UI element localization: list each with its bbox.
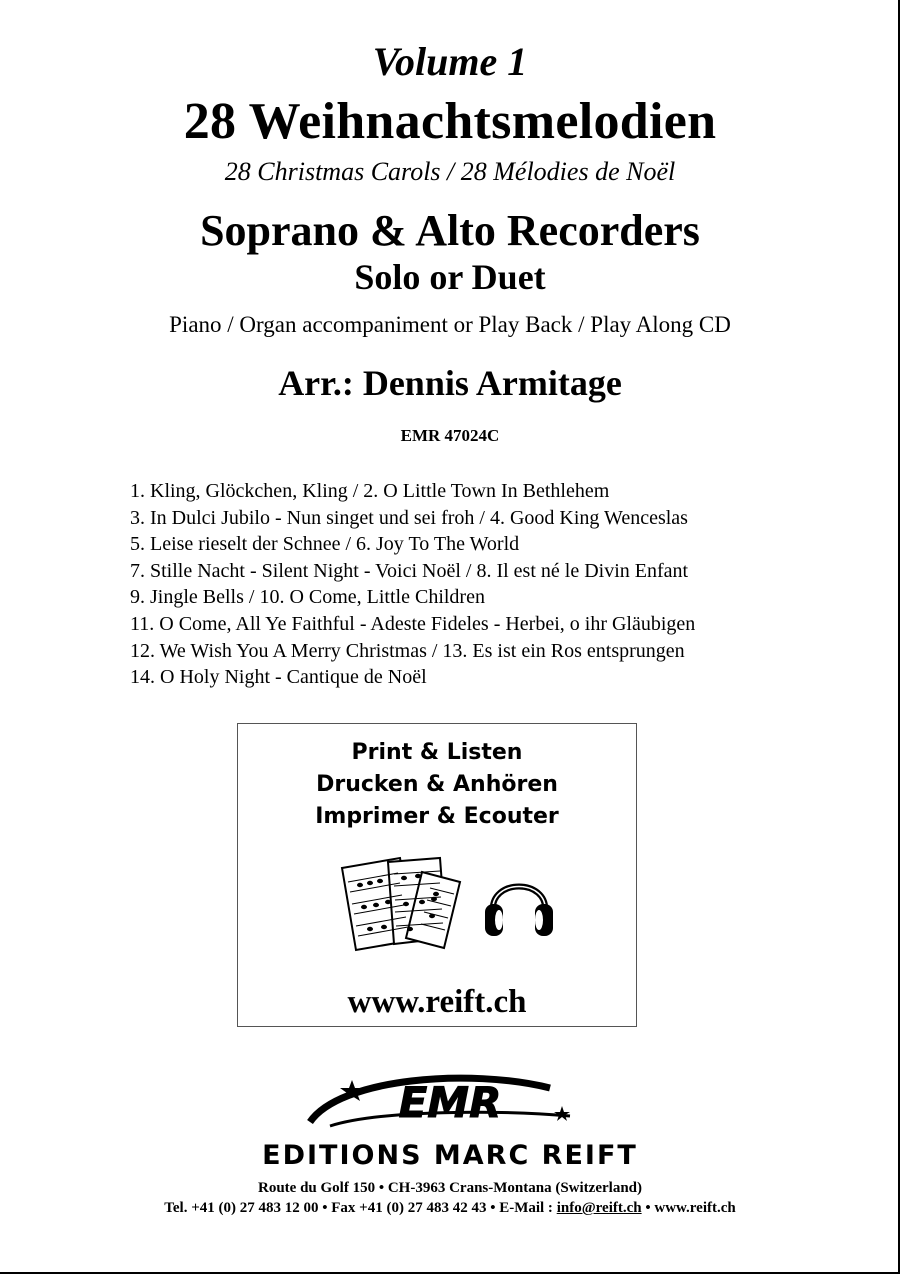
accompaniment-note: Piano / Organ accompaniment or Play Back / Play Along CD [169, 312, 731, 337]
track-list [130, 478, 695, 691]
promo-line-german: Drucken & Anhören [316, 772, 558, 797]
ensemble-type: Solo or Duet [354, 257, 546, 297]
sheet-music-icon [336, 854, 471, 952]
contact-phone-fax: Tel. +41 (0) 27 483 12 00 • Fax +41 (0) 27 483 42 43 • E-Mail : [164, 1200, 557, 1216]
list-item: 3. In Dulci Jubilo - Nun singet und sei froh / 4. Good King Wenceslas [130, 506, 688, 529]
logo-lettering: EMR [398, 1078, 502, 1127]
arranger: Arr.: Dennis Armitage [278, 363, 622, 403]
contact-website: • www.reift.ch [641, 1200, 736, 1216]
print-listen-box [237, 723, 637, 1027]
promo-url[interactable]: www.reift.ch [347, 984, 527, 1020]
headphones-icon [483, 864, 555, 939]
email-link[interactable]: info@reift.ch [556, 1200, 642, 1216]
subtitle: 28 Christmas Carols / 28 Mélodies de Noël [224, 157, 676, 186]
list-item: 7. Stille Nacht - Silent Night - Voici Noël / 8. Il est né le Divin Enfant [130, 559, 689, 582]
list-item: 12. We Wish You A Merry Christmas / 13. Es ist ein Ros entsprungen [130, 639, 685, 662]
list-item: 14. O Holy Night - Cantique de Noël [130, 666, 427, 689]
list-item: 9. Jingle Bells / 10. O Come, Little Children [130, 586, 485, 609]
publisher-contact [0, 1200, 900, 1217]
publisher-address: Route du Golf 150 • CH-3963 Crans-Montana (Switzerland) [258, 1180, 642, 1196]
page-title: 28 Weihnachtsmelodien [183, 93, 717, 150]
emr-logo [300, 1070, 590, 1132]
catalog-number: EMR 47024C [400, 426, 500, 445]
list-item: 11. O Come, All Ye Faithful - Adeste Fideles - Herbei, o ihr Gläubigen [130, 612, 696, 635]
volume-label: Volume 1 [372, 39, 528, 84]
publisher-name: EDITIONS MARC REIFT [262, 1140, 638, 1171]
list-item: 1. Kling, Glöckchen, Kling / 2. O Little Town In Bethlehem [130, 480, 610, 502]
promo-line-english: Print & Listen [351, 740, 523, 765]
promo-line-french: Imprimer & Ecouter [315, 804, 559, 829]
list-item: 5. Leise rieselt der Schnee / 6. Joy To The World [130, 533, 520, 556]
instrumentation: Soprano & Alto Recorders [200, 206, 700, 255]
